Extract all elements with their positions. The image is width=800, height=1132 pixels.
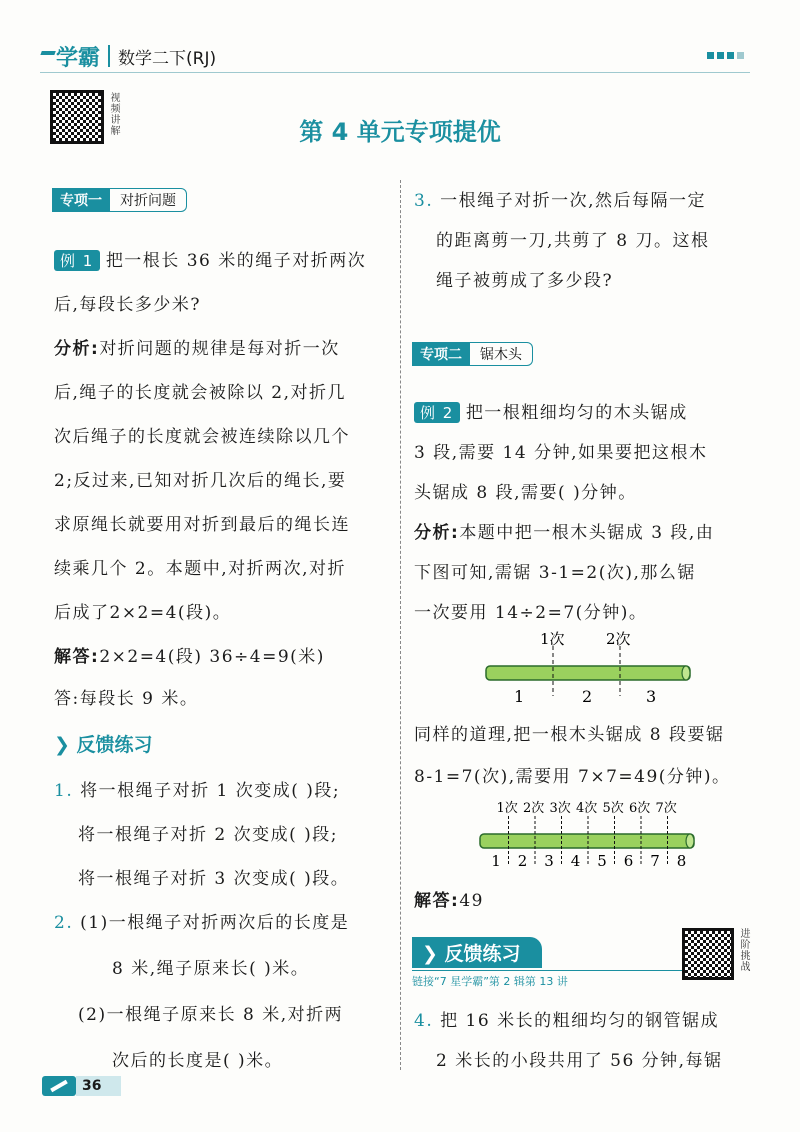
- analysis1-line-7: 后成了2×2=4(段)。: [54, 603, 232, 623]
- feedback-title: ❯ 反馈练习: [54, 734, 153, 756]
- segment-label-2: 2: [517, 852, 528, 870]
- example2-tag: 例 2: [414, 402, 460, 423]
- q4-line-1: 4. 把 16 米长的粗细均匀的钢管锯成: [414, 1011, 720, 1031]
- cut-label-2: 2次: [523, 801, 545, 816]
- page-title: 第 4 单元专项提优: [299, 118, 501, 146]
- graduation-cap-icon: [38, 51, 56, 61]
- q2-line-1: 2. (1)一根绳子对折两次后的长度是: [54, 913, 350, 933]
- analysis1-line-2: 后,绳子的长度就会被除以 2,对折几: [54, 383, 347, 403]
- header-separator: [108, 45, 110, 67]
- cut-label-1: 1次: [540, 630, 565, 648]
- example1-tag: 例 1: [54, 250, 100, 271]
- example2-line-2: 3 段,需要 14 分钟,如果要把这根木: [414, 443, 708, 463]
- q1-line-1: 1. 将一根绳子对折 1 次变成( )段;: [54, 781, 341, 801]
- chevron-right-icon-2: ❯: [422, 943, 445, 965]
- log-end: [682, 666, 690, 680]
- column-divider: [400, 180, 401, 1070]
- analysis1-line-4: 2;反过来,已知对折几次后的绳长,要: [54, 471, 347, 491]
- pencil-icon: [42, 1076, 76, 1096]
- q3-line-1: 3. 一根绳子对折一次,然后每隔一定: [414, 191, 707, 211]
- segment-label-3: 3: [646, 687, 657, 706]
- cut-label-2: 2次: [606, 630, 631, 648]
- analysis1-line-6: 续乘几个 2。本题中,对折两次,对折: [54, 559, 347, 579]
- cut-label-4: 4次: [576, 801, 598, 816]
- q2-line-4: 次后的长度是( )米。: [112, 1051, 284, 1071]
- analysis2-line-1: 分析:本题中把一根木头锯成 3 段,由: [414, 523, 715, 543]
- q1-line-3: 将一根绳子对折 3 次变成( )段。: [78, 869, 350, 889]
- segment-label-4: 4: [570, 852, 581, 870]
- brand-logo: 学霸: [40, 41, 100, 72]
- example1-line-1: 例 1 把一根长 36 米的绳子对折两次: [54, 246, 366, 271]
- cut-label-5: 5次: [602, 801, 624, 816]
- segment-label-6: 6: [623, 852, 634, 870]
- section2-label: [412, 342, 533, 366]
- q1-line-2: 将一根绳子对折 2 次变成( )段;: [78, 825, 339, 845]
- q2-line-3: (2)一根绳子原来长 8 米,对折两: [78, 1005, 344, 1025]
- qr2-label: 进阶挑战: [738, 928, 749, 972]
- section1-tag: 专项一: [52, 188, 110, 212]
- answer1-line: 解答:2×2=4(段) 36÷4=9(米): [54, 647, 325, 667]
- example2-line-3: 头锯成 8 段,需要( )分钟。: [414, 483, 637, 503]
- feedback2-title: ❯ 反馈练习: [412, 937, 542, 968]
- log-diagram-8-segments: [474, 798, 704, 872]
- segment-label-2: 2: [582, 687, 593, 706]
- q2-line-2: 8 米,绳子原来长( )米。: [112, 959, 310, 979]
- chevron-right-icon: ❯: [54, 734, 77, 756]
- analysis2-label: 分析:: [414, 523, 460, 543]
- cut-label-3: 3次: [549, 801, 571, 816]
- section2-name: 锯木头: [470, 342, 533, 366]
- segment-label-1: 1: [491, 852, 501, 870]
- analysis1-line-5: 求原绳长就要用对折到最后的绳长连: [54, 515, 350, 535]
- q3-line-2: 的距离剪一刀,共剪了 8 刀。这根: [436, 231, 710, 251]
- analysis2-line-2: 下图可知,需锯 3-1=2(次),那么锯: [414, 563, 696, 583]
- qr-code-icon-2[interactable]: [682, 928, 734, 980]
- cut-label-7: 7次: [655, 801, 677, 816]
- page-number-badge: [42, 1076, 121, 1096]
- segment-label-5: 5: [597, 852, 607, 870]
- section2-tag: 专项二: [412, 342, 470, 366]
- qr-label: 视频讲解: [108, 92, 119, 136]
- segment-label-8: 8: [676, 852, 687, 870]
- cut-label-1: 1次: [496, 801, 518, 816]
- feedback2-link[interactable]: 链接“7 星学霸”第 2 辑第 13 讲: [412, 970, 682, 989]
- segment-label-1: 1: [514, 687, 525, 706]
- answer2-label: 解答:: [414, 891, 460, 911]
- log-end-long: [686, 834, 694, 848]
- cut-label-6: 6次: [629, 801, 651, 816]
- header: [40, 36, 216, 76]
- log-diagram-3-segments: [480, 628, 700, 706]
- answer1-reply: 答:每段长 9 米。: [54, 689, 199, 709]
- example1-line-2: 后,每段长多少米?: [54, 295, 202, 315]
- section1-name: 对折问题: [110, 188, 187, 212]
- analysis2b-line-1: 同样的道理,把一根木头锯成 8 段要锯: [414, 725, 725, 745]
- page-number: 36: [76, 1076, 121, 1096]
- book-title: 数学二下(RJ): [118, 48, 217, 69]
- header-squares-decoration: [707, 52, 744, 59]
- q4-line-2: 2 米长的小段共用了 56 分钟,每锯: [436, 1051, 723, 1071]
- analysis1-line-1: 分析:对折问题的规律是每对折一次: [54, 339, 340, 359]
- analysis1-line-3: 次后绳子的长度就会被连续除以几个: [54, 427, 350, 447]
- example2-line-1: 例 2 把一根粗细均匀的木头锯成: [414, 398, 688, 423]
- q3-line-3: 绳子被剪成了多少段?: [436, 271, 614, 291]
- section1-label: [52, 188, 187, 212]
- analysis2-line-3: 一次要用 14÷2=7(分钟)。: [414, 603, 648, 623]
- analysis1-label: 分析:: [54, 339, 100, 359]
- segment-label-7: 7: [650, 852, 660, 870]
- answer1-label: 解答:: [54, 647, 100, 667]
- answer2-line: 解答:49: [414, 891, 484, 911]
- segment-label-3: 3: [544, 852, 554, 870]
- header-rule: [40, 72, 750, 73]
- analysis2b-line-2: 8-1=7(次),需要用 7×7=49(分钟)。: [414, 767, 731, 787]
- log-bar-long: [480, 834, 694, 848]
- log-bar: [486, 666, 690, 680]
